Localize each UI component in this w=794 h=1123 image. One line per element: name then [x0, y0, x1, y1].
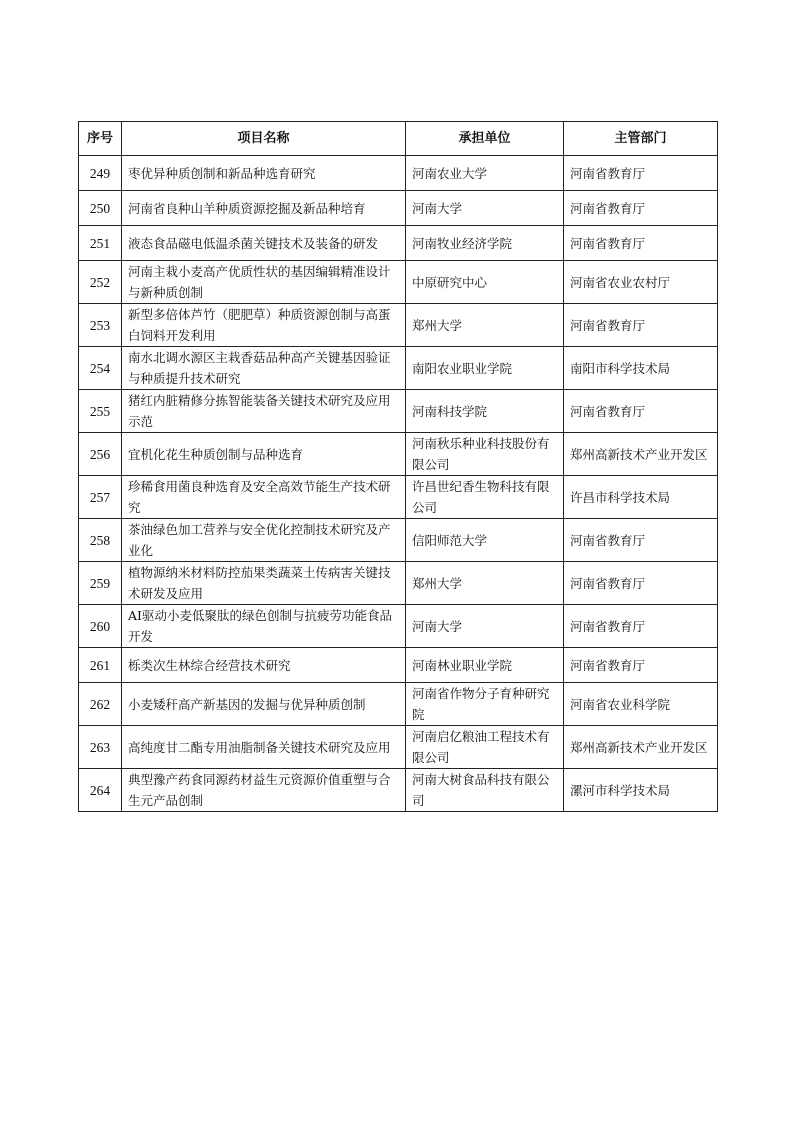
header-unit: 承担单位 [406, 122, 564, 156]
table-row [79, 726, 718, 769]
row-name: 南水北调水源区主栽香菇品种高产关键基因验证与种质提升技术研究 [122, 347, 406, 390]
row-num: 254 [79, 347, 122, 390]
table-header-row [79, 122, 718, 156]
row-dept: 河南省农业农村厅 [564, 261, 718, 304]
row-num: 260 [79, 605, 122, 648]
row-dept: 郑州高新技术产业开发区 [564, 726, 718, 769]
row-unit: 河南秋乐种业科技股份有限公司 [406, 433, 564, 476]
row-dept: 许昌市科学技术局 [564, 476, 718, 519]
row-unit: 郑州大学 [406, 562, 564, 605]
row-unit: 河南大学 [406, 605, 564, 648]
row-num: 264 [79, 769, 122, 812]
row-dept: 河南省教育厅 [564, 191, 718, 226]
row-dept: 河南省教育厅 [564, 562, 718, 605]
table-row [79, 433, 718, 476]
row-unit: 中原研究中心 [406, 261, 564, 304]
project-table [78, 121, 718, 812]
row-dept: 河南省农业科学院 [564, 683, 718, 726]
row-name: 小麦矮秆高产新基因的发掘与优异种质创制 [122, 683, 406, 726]
row-dept: 河南省教育厅 [564, 390, 718, 433]
header-num: 序号 [79, 122, 122, 156]
row-unit: 河南科技学院 [406, 390, 564, 433]
row-name: 典型豫产药食同源药材益生元资源价值重塑与合生元产品创制 [122, 769, 406, 812]
row-num: 249 [79, 156, 122, 191]
row-name: 珍稀食用菌良种选育及安全高效节能生产技术研究 [122, 476, 406, 519]
row-dept: 南阳市科学技术局 [564, 347, 718, 390]
row-name: 猪红内脏精修分拣智能装备关键技术研究及应用示范 [122, 390, 406, 433]
row-name: 枣优异种质创制和新品种选育研究 [122, 156, 406, 191]
row-unit: 郑州大学 [406, 304, 564, 347]
row-num: 257 [79, 476, 122, 519]
row-dept: 河南省教育厅 [564, 226, 718, 261]
table-row [79, 519, 718, 562]
row-name: AI驱动小麦低聚肽的绿色创制与抗疲劳功能食品开发 [122, 605, 406, 648]
table-row [79, 261, 718, 304]
table-row [79, 683, 718, 726]
row-unit: 河南牧业经济学院 [406, 226, 564, 261]
row-unit: 河南省作物分子育种研究院 [406, 683, 564, 726]
header-name: 项目名称 [122, 122, 406, 156]
row-num: 252 [79, 261, 122, 304]
table-row [79, 476, 718, 519]
row-unit: 信阳师范大学 [406, 519, 564, 562]
row-num: 256 [79, 433, 122, 476]
table-row [79, 156, 718, 191]
row-dept: 郑州高新技术产业开发区 [564, 433, 718, 476]
row-unit: 许昌世纪香生物科技有限公司 [406, 476, 564, 519]
row-name: 宜机化花生种质创制与品种选育 [122, 433, 406, 476]
row-unit: 河南启亿粮油工程技术有限公司 [406, 726, 564, 769]
row-num: 250 [79, 191, 122, 226]
row-unit: 南阳农业职业学院 [406, 347, 564, 390]
row-dept: 河南省教育厅 [564, 519, 718, 562]
row-unit: 河南大树食品科技有限公司 [406, 769, 564, 812]
table-row [79, 304, 718, 347]
row-name: 茶油绿色加工营养与安全优化控制技术研究及产业化 [122, 519, 406, 562]
row-dept: 河南省教育厅 [564, 304, 718, 347]
table-row [79, 769, 718, 812]
table-row [79, 648, 718, 683]
table-row [79, 347, 718, 390]
row-name: 河南省良种山羊种质资源挖掘及新品种培育 [122, 191, 406, 226]
row-dept: 漯河市科学技术局 [564, 769, 718, 812]
row-num: 263 [79, 726, 122, 769]
row-unit: 河南林业职业学院 [406, 648, 564, 683]
row-num: 253 [79, 304, 122, 347]
row-name: 高纯度甘二酯专用油脂制备关键技术研究及应用 [122, 726, 406, 769]
table-row [79, 226, 718, 261]
row-unit: 河南大学 [406, 191, 564, 226]
row-num: 255 [79, 390, 122, 433]
row-unit: 河南农业大学 [406, 156, 564, 191]
table-row [79, 562, 718, 605]
row-num: 261 [79, 648, 122, 683]
table-row [79, 605, 718, 648]
table-row [79, 390, 718, 433]
row-num: 259 [79, 562, 122, 605]
row-dept: 河南省教育厅 [564, 605, 718, 648]
row-num: 262 [79, 683, 122, 726]
row-name: 新型多倍体芦竹（肥肥草）种质资源创制与高蛋白饲料开发利用 [122, 304, 406, 347]
row-name: 液态食品磁电低温杀菌关键技术及装备的研发 [122, 226, 406, 261]
row-num: 258 [79, 519, 122, 562]
row-dept: 河南省教育厅 [564, 648, 718, 683]
header-dept: 主管部门 [564, 122, 718, 156]
table-row [79, 191, 718, 226]
row-num: 251 [79, 226, 122, 261]
row-name: 栎类次生林综合经营技术研究 [122, 648, 406, 683]
row-name: 河南主栽小麦高产优质性状的基因编辑精准设计与新种质创制 [122, 261, 406, 304]
row-name: 植物源纳米材料防控茄果类蔬菜土传病害关键技术研发及应用 [122, 562, 406, 605]
row-dept: 河南省教育厅 [564, 156, 718, 191]
